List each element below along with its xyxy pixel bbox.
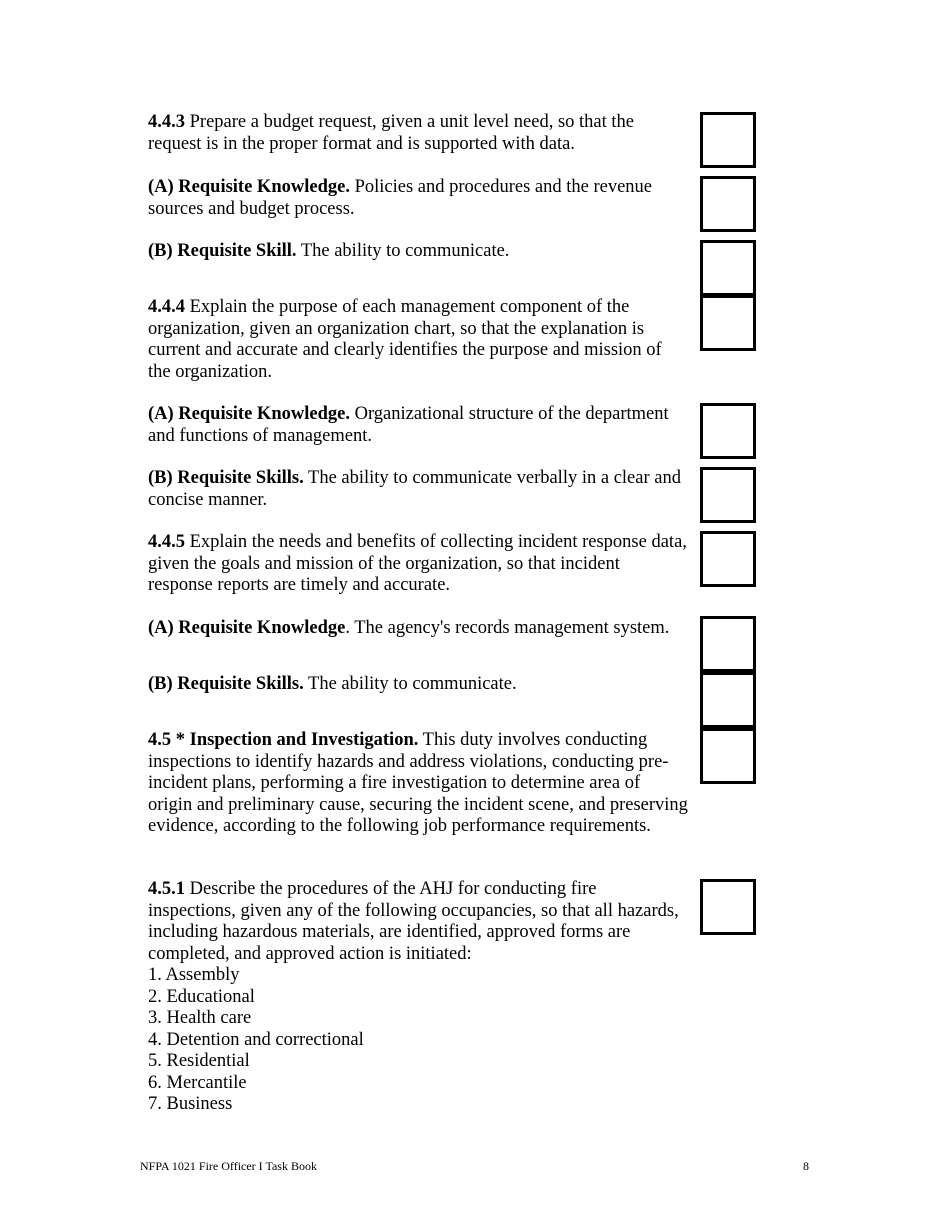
signoff-checkbox[interactable]: [700, 728, 756, 784]
requisite-text: The ability to communicate verbally in a clear and concise manner.: [148, 468, 681, 510]
occupancy-item: 3. Health care: [148, 1008, 252, 1028]
signoff-checkbox[interactable]: [700, 672, 756, 728]
jpr-number: 4.4.5: [148, 532, 185, 552]
jpr-4-4-5-skills: [148, 674, 688, 696]
jpr-number: 4.5.1: [148, 879, 185, 899]
occupancy-item: 5. Residential: [148, 1051, 250, 1071]
jpr-4-4-3-knowledge: [148, 177, 688, 220]
jpr-text: Explain the purpose of each management component of the organization, given an organization chart, so that the explanation is current and accurate and clearly identifies the purpose and mission of the organization.: [148, 297, 662, 382]
jpr-text: Prepare a budget request, given a unit level need, so that the request is in the proper format and is supported with data.: [148, 112, 634, 154]
jpr-4-4-3-skill: [148, 241, 688, 263]
duty-heading: 4.5 * Inspection and Investigation.: [148, 730, 419, 750]
requisite-label: (A) Requisite Knowledge.: [148, 404, 350, 424]
requisite-label: (B) Requisite Skills.: [148, 468, 304, 488]
signoff-checkbox[interactable]: [700, 176, 756, 232]
requisite-text: . The agency's records management system.: [345, 618, 670, 638]
jpr-4-4-3: [148, 112, 688, 155]
jpr-4-4-4-skills: [148, 468, 688, 511]
jpr-number: 4.4.4: [148, 297, 185, 317]
duty-4-5-inspection-investigation: [148, 730, 688, 838]
occupancy-item: 1. Assembly: [148, 965, 240, 985]
duty-text: This duty involves conducting inspections to identify hazards and address violations, conducting pre-incident plans, performing a fire investigation to determine area of origin and preliminary cause, securing the incident scene, and preserving evidence, according to the following job performance requirements.: [148, 730, 688, 836]
signoff-checkbox[interactable]: [700, 616, 756, 672]
signoff-checkbox[interactable]: [700, 295, 756, 351]
requisite-label: (A) Requisite Knowledge.: [148, 177, 350, 197]
jpr-text: Describe the procedures of the AHJ for conducting fire inspections, given any of the following occupancies, so that all hazards, including hazardous materials, are identified, approved forms are completed, and approved action is initiated:: [148, 879, 679, 964]
signoff-checkbox[interactable]: [700, 879, 756, 935]
occupancy-item: 6. Mercantile: [148, 1072, 247, 1093]
requisite-text: Policies and procedures and the revenue sources and budget process.: [148, 177, 653, 219]
footer-title: NFPA 1021 Fire Officer I Task Book: [140, 1159, 317, 1173]
requisite-text: The ability to communicate.: [303, 674, 517, 694]
jpr-4-4-4: [148, 297, 688, 383]
requisite-label: (A) Requisite Knowledge: [148, 618, 346, 638]
jpr-text: Explain the needs and benefits of collecting incident response data, given the goals and mission of the organization, so that incident response reports are timely and accurate.: [148, 532, 687, 595]
jpr-4-4-5: [148, 532, 688, 597]
jpr-number: 4.4.3: [148, 112, 185, 132]
occupancy-item: 2. Educational: [148, 986, 255, 1007]
signoff-checkbox[interactable]: [700, 467, 756, 523]
page-number: 8: [803, 1159, 809, 1173]
requisite-text: The ability to communicate.: [296, 241, 510, 261]
occupancy-item: 4. Detention and correctional: [148, 1029, 364, 1050]
signoff-checkbox[interactable]: [700, 112, 756, 168]
requisite-text: Organizational structure of the department and functions of management.: [148, 404, 669, 446]
occupancy-item: 7. Business: [148, 1094, 233, 1114]
requisite-label: (B) Requisite Skills.: [148, 674, 304, 694]
signoff-checkbox[interactable]: [700, 240, 756, 296]
signoff-checkbox[interactable]: [700, 403, 756, 459]
jpr-4-4-5-knowledge: [148, 618, 688, 640]
jpr-4-5-1: [148, 879, 688, 1116]
requisite-label: (B) Requisite Skill.: [148, 241, 297, 261]
signoff-checkbox[interactable]: [700, 531, 756, 587]
jpr-4-4-4-knowledge: [148, 404, 688, 447]
